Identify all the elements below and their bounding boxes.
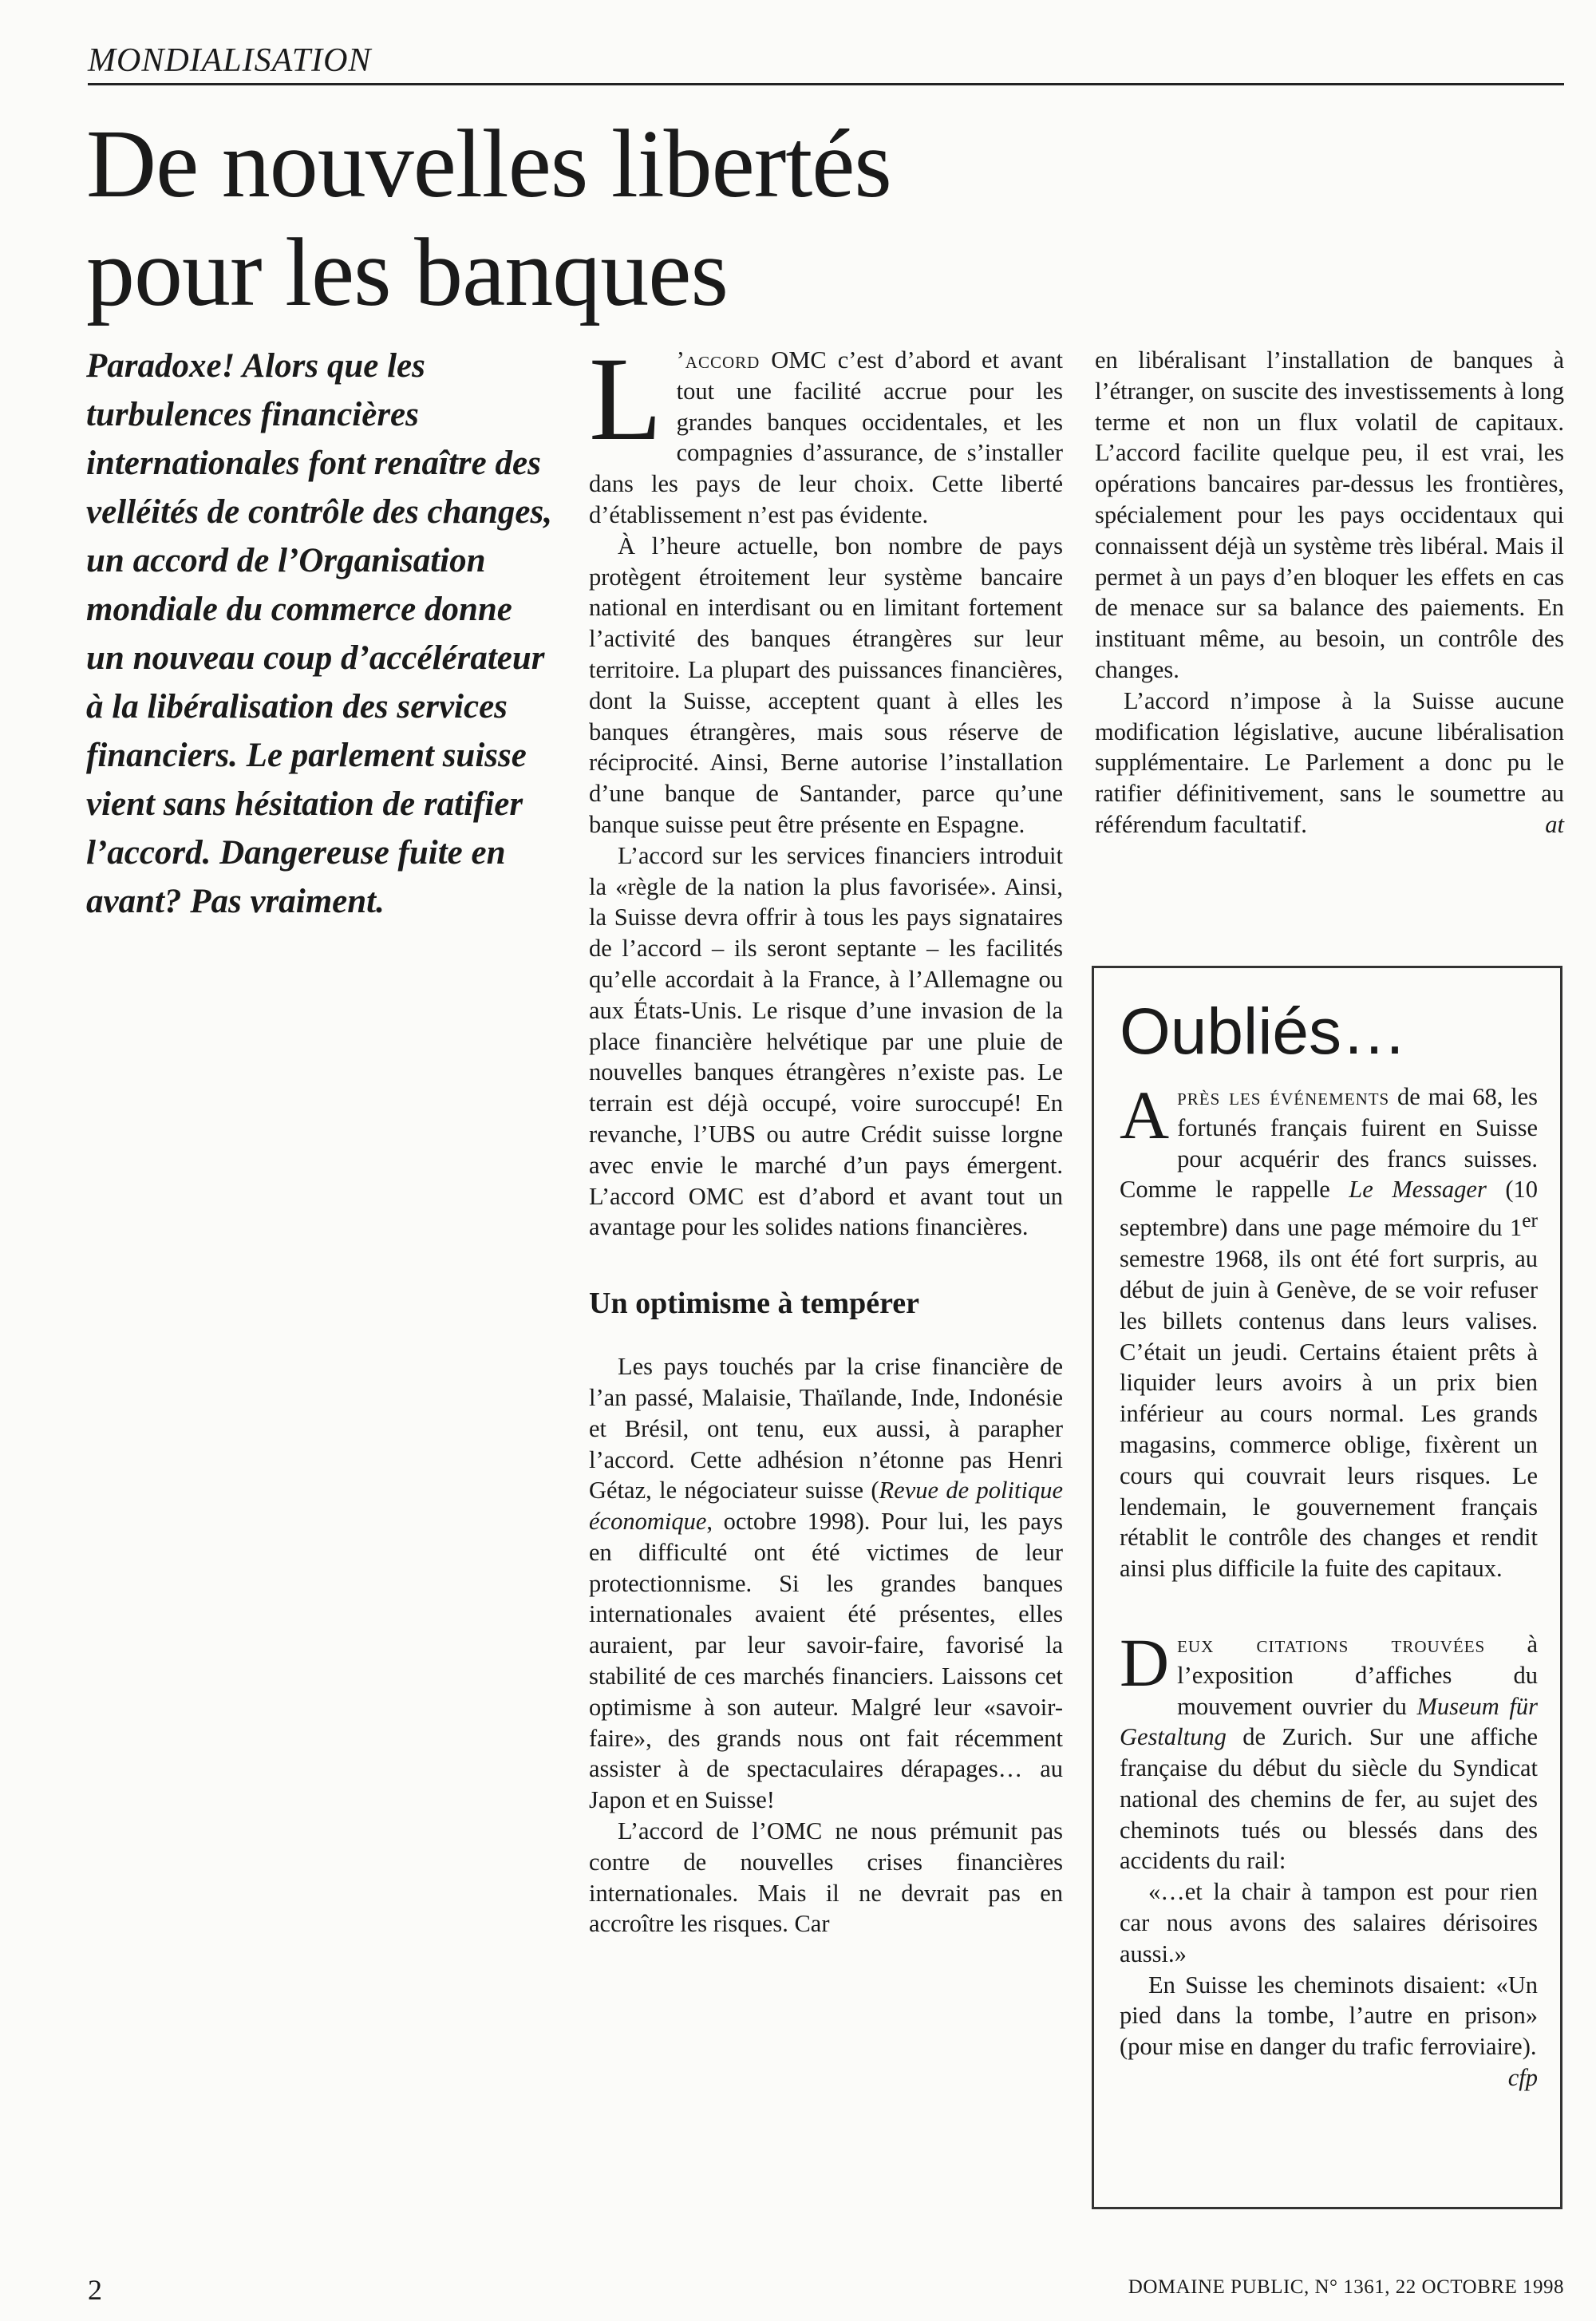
paragraph-text: OMC c’est d’abord et avant tout une facilité accrue pour les grandes banques occidentales, et les compagnies d’assurance, de s’installer dans les pays de leur choix. Cette liberté d’établissement n’est pas évidente. (589, 346, 1063, 528)
sidebar-box (1092, 966, 1562, 2209)
small-caps-opening: ’accord (676, 346, 760, 374)
author-signature: at (1545, 810, 1564, 838)
article-paragraph: L’accord de l’OMC ne nous prémunit pas contre de nouvelles crises financières internationales. Mais il ne devrait pas en accroître les risques. Car (589, 1817, 1063, 1938)
article-paragraph: en libéralisant l’installation de banques à l’étranger, on suscite des investissements à long terme et non un flux volatil de capitaux. L’accord facilite quelque peu, il est vrai, les opérations bancaires par-dessus les frontières, spécialement pour les pays occidentaux qui connaissent déjà un système très libéral. Mais il permet à un pays d’en bloquer les effets en cas de menace sur sa balance des paiements. En instituant même, au besoin, un contrôle des changes. (1095, 346, 1564, 683)
paragraph-text: Les pays touchés par la crise financière de l’an passé, Malaisie, Thaïlande, Inde, Indonésie et Brésil, ont tenu, eux aussi, à parapher l’accord. Cette adhésion n’étonne pas Henri Gétaz, le négociateur suisse ( (589, 1353, 1063, 1504)
paragraph-text: de mai 68, les fortunés français fuirent en Suisse pour acquérir des francs suisses. Comme le rappelle (1120, 1083, 1539, 1204)
author-signature: cfp (1507, 2064, 1538, 2092)
header-rule (88, 83, 1564, 85)
box-paragraph (1120, 1970, 1538, 2092)
article-paragraph (589, 1351, 1063, 1816)
box-paragraph (1120, 1623, 1538, 1876)
article-column-3 (1095, 345, 1564, 840)
article-subheading: Un optimisme à tempérer (589, 1287, 920, 1321)
article-paragraph (589, 333, 1063, 531)
article-headline (86, 110, 891, 327)
headline-line-1: De nouvelles libertés (86, 110, 891, 218)
article-paragraph (1095, 686, 1564, 840)
article-column-2 (589, 333, 1063, 1939)
issue-info: DOMAINE PUBLIC, N° 1361, 22 OCTOBRE 1998 (1128, 2276, 1564, 2298)
citation-title: Revue de politique économique (589, 1477, 1063, 1536)
paragraph-text: à l’exposition d’affiches du mouvement ouvrier du (1177, 1630, 1538, 1720)
drop-cap: D (1120, 1623, 1170, 1701)
paragraph-text: semestre 1968, ils ont été fort surpris, au début de juin à Genève, de se voir refuser les billets contenus dans leurs valises. C’était un jeudi. Certains étaient prêts à liquider leurs avoirs à un prix bien inférieur au cours normal. Les grands magasins, commerce oblige, fixèrent un cours qui couvrait leurs risques. Le lendemain, le gouvernement français rétablit le contrôle des changes et rendit ainsi plus difficile la fuite des capitaux. (1120, 1245, 1538, 1583)
paragraph-text: , octobre 1998). Pour lui, les pays en difficulté ont été victimes de leur protectionnisme. Si les grandes banques internationales avaient été présentes, elles auraient, par leur savoir-faire, favorisé la stabilité de ces marchés financiers. Laissons cet optimisme à son auteur. Malgré leur «savoir-faire», des grands nous ont fait récemment assister à de spectaculaires dérapages… au Japon et en Suisse! (589, 1508, 1063, 1814)
box-title: Oubliés… (1120, 995, 1408, 1068)
box-text (1120, 1077, 1539, 2092)
paragraph-text: (10 septembre) dans une page mémoire du 1 (1120, 1176, 1538, 1242)
citation-title: Museum für Gestaltung (1120, 1692, 1538, 1751)
paragraph-text: de Zurich. Sur une affiche française du début du siècle du Syndicat national des chemins de fer, au sujet des cheminots tués ou blessés dans des accidents du rail: (1120, 1723, 1538, 1875)
section-label: MONDIALISATION (88, 42, 372, 79)
headline-line-2: pour les banques (86, 219, 728, 326)
lead-paragraph: Paradoxe! Alors que les turbulences financières internationales font renaître des velléités de contrôle des changes, un accord de l’Organisation mondiale du commerce donne un nouveau coup d’accélérateur à la libéralisation des services financiers. Le parlement suisse vient sans hésitation de ratifier l’accord. Dangereuse fuite en avant? Pas vraiment. (86, 347, 552, 920)
citation-title: Le Messager (1349, 1176, 1487, 1204)
small-caps-opening: près les événements (1177, 1083, 1390, 1110)
paragraph-text: L’accord n’impose à la Suisse aucune modification législative, aucune libéralisation supplémentaire. Le Parlement a donc pu le ratifier définitivement, sans le soumettre au référendum facultatif. (1095, 686, 1564, 838)
drop-cap: L (589, 333, 662, 465)
box-spacer (1120, 1584, 1538, 1629)
article-paragraph: L’accord sur les services financiers introduit la «règle de la nation la plus favorisée». Ainsi, la Suisse devra offrir à tous les pays signataires de l’accord – ils seront septante – les facilités qu’elle accordait à la France, à l’Allemagne ou aux États-Unis. Le risque d’une invasion de la place financière helvétique par une pluie de nouvelles banques étrangères n’existe pas. Le terrain est déjà occupé, voire suroccupé! En revanche, l’UBS ou autre Crédit suisse lorgne avec envie le marché d’un pays émergent. L’accord OMC est d’abord et avant tout un avantage pour les solides nations financières. (589, 841, 1063, 1241)
ordinal-superscript: er (1522, 1209, 1538, 1232)
small-caps-opening: eux citations trouvées (1177, 1630, 1486, 1658)
paragraph-text: En Suisse les cheminots disaient: «Un pied dans la tombe, l’autre en prison» (pour mise en danger du trafic ferroviaire). (1120, 1971, 1538, 2061)
page-number: 2 (88, 2274, 102, 2306)
box-paragraph (1120, 1077, 1539, 1584)
box-quote: «…et la chair à tampon est pour rien car nous avons des salaires dérisoires aussi.» (1120, 1878, 1538, 1967)
article-paragraph: À l’heure actuelle, bon nombre de pays protègent étroitement leur système bancaire national en interdisant ou en limitant fortement l’activité des banques étrangères sur leur territoire. La plupart des puissances financières, dont la Suisse, acceptent quant à elles les banques étrangères, mais sous réserve de réciprocité. Ainsi, Berne autorise l’installation d’une banque de Santander, parce qu’une banque suisse peut être présente en Espagne. (589, 532, 1063, 838)
drop-cap: A (1120, 1077, 1170, 1153)
